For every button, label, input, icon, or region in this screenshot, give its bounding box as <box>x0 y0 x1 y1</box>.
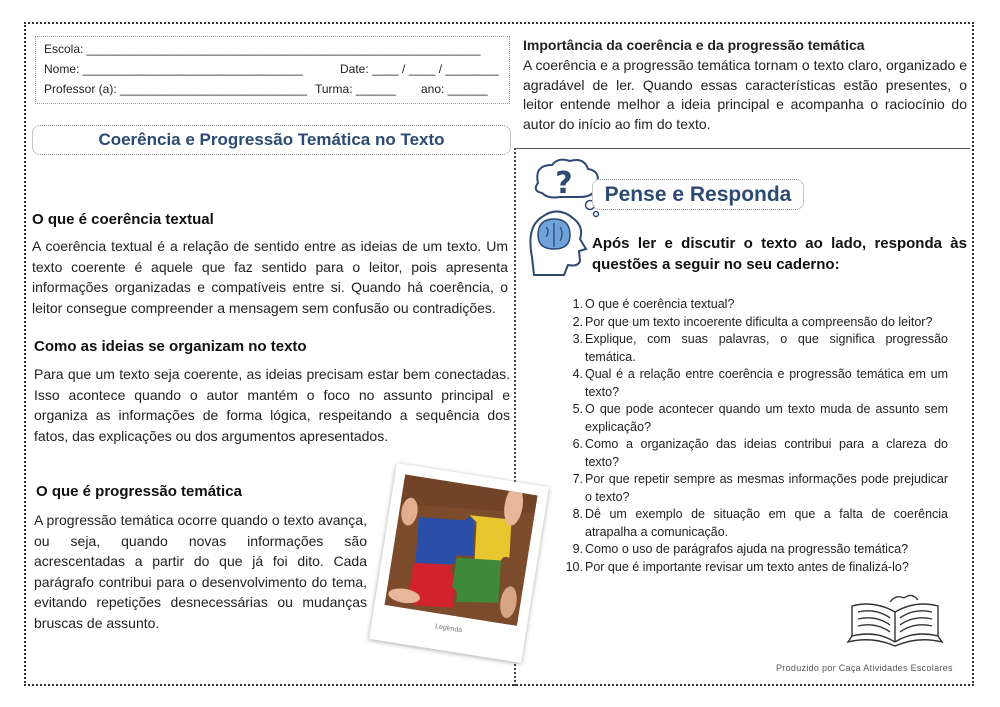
puzzle-image <box>385 474 538 625</box>
svg-text:?: ? <box>555 166 573 201</box>
question-item <box>560 471 948 506</box>
question-item <box>560 314 948 332</box>
question-item <box>560 436 948 471</box>
question-item <box>560 506 948 541</box>
question-text: Dê um exemplo de situação em que a falta de coerência atrapalha a comunicação. <box>585 507 948 539</box>
teacher-field[interactable]: Professor (a): ____________________________ <box>44 82 307 96</box>
pense-responda-title <box>592 179 804 210</box>
footer-credit: Produzido por Caça Atividades Escolares <box>776 663 953 673</box>
section-text-organization: Para que um texto seja coerente, as ideias precisam estar bem conectadas. Isso acontece quando o autor mantém o foco no assunto principal e organiza as informações de forma lógica, respeitando a sequência dos fatos, das explicações ou dos argumentos apresentados. <box>34 366 510 444</box>
section-rule <box>514 148 970 149</box>
section-heading-organization: Como as ideias se organizam no texto <box>34 338 307 355</box>
question-number: 2. <box>572 314 583 329</box>
question-text: Por que um texto incoerente dificulta a compreensão do leitor? <box>585 314 933 329</box>
page-title <box>32 125 511 155</box>
question-item <box>560 559 948 577</box>
question-text: Qual é a relação entre coerência e progressão temática em um texto? <box>585 367 948 399</box>
question-text: Como a organização das ideias contribui para a clareza do texto? <box>585 437 948 469</box>
question-number: 7. <box>572 472 583 486</box>
question-item <box>560 401 948 436</box>
question-text: Por que repetir sempre as mesmas informações pode prejudicar o texto? <box>585 472 948 504</box>
date-field[interactable]: Date: ____ / ____ / ________ <box>340 62 499 76</box>
importance-heading: Importância da coerência e da progressão temática <box>523 37 865 53</box>
question-text: O que pode acontecer quando um texto muda de assunto sem explicação? <box>585 402 948 434</box>
photo-caption: Legenda <box>434 623 463 635</box>
question-text: Por que é importante revisar um texto antes de finalizá-lo? <box>585 559 909 574</box>
question-number: 1. <box>572 297 583 311</box>
importance-text: A coerência e a progressão temática tornam o texto claro, organizado e agradável de ler. Quando essas características estão presentes, o leitor entende melhor a ideia principal e acompanha o raciocínio do autor do início ao fim do texto. <box>523 57 967 132</box>
year-field[interactable]: ano: ______ <box>421 82 488 96</box>
question-text: Como o uso de parágrafos ajuda na progressão temática? <box>585 542 909 556</box>
question-item <box>560 331 948 366</box>
question-item <box>560 366 948 401</box>
question-text: O que é coerência textual? <box>585 297 735 311</box>
student-info-box <box>35 36 510 104</box>
name-field[interactable]: Nome: _________________________________ <box>44 62 303 76</box>
class-field[interactable]: Turma: ______ <box>315 82 396 96</box>
question-number: 9. <box>572 542 583 556</box>
question-number: 10. <box>565 559 583 574</box>
puzzle-illustration <box>385 474 538 625</box>
section-heading-progression: O que é progressão temática <box>36 483 242 500</box>
pense-responda-text: Pense e Responda <box>604 182 792 206</box>
question-text: Explique, com suas palavras, o que significa progressão temática. <box>585 332 948 364</box>
question-number: 6. <box>572 437 583 451</box>
section-text-progression: A progressão temática ocorre quando o texto avança, ou seja, quando novas informações são acrescentadas a partir do que já foi dito. Cada parágrafo contribui para o desenvolvimento do tema, evitando repetições desnecessárias ou mudanças bruscas de assunto. <box>34 512 367 631</box>
instruction-text: Após ler e discutir o texto ao lado, responda às questões a seguir no seu caderno: <box>592 235 967 273</box>
question-item <box>560 541 948 559</box>
page-title-text: Coerência e Progressão Temática no Texto <box>98 130 445 149</box>
section-heading-coherence: O que é coerência textual <box>32 211 214 228</box>
question-item <box>560 296 948 314</box>
question-number: 3. <box>572 332 583 346</box>
puzzle-photo <box>369 463 549 663</box>
question-number: 8. <box>572 507 583 521</box>
question-number: 4. <box>572 367 583 381</box>
school-field[interactable]: Escola: ___________________________________________________________ <box>44 42 481 56</box>
question-list <box>560 296 948 576</box>
book-icon <box>846 592 944 650</box>
question-number: 5. <box>572 402 583 416</box>
section-text-coherence: A coerência textual é a relação de sentido entre as ideias de um texto. Um texto coerente é aquele que faz sentido para o leitor, pois apresenta informações organizadas e compatíveis entre si. Quando há coerência, o leitor consegue compreender a mensagem sem confusão ou contradições. <box>32 238 508 316</box>
